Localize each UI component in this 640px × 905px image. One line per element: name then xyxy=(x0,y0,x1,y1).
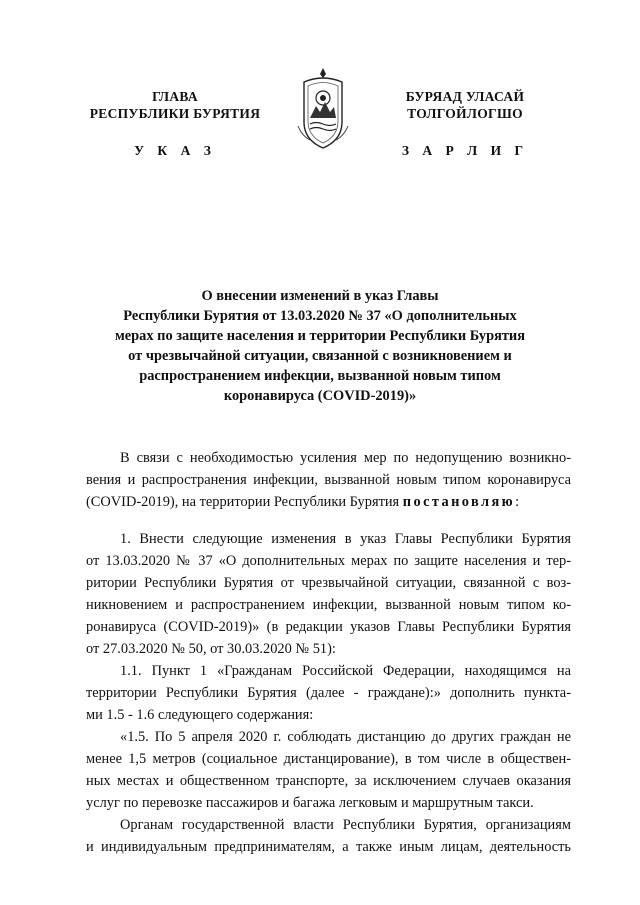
item-1-5-line: ных местах и общественном транспорте, за исключением случаев оказания xyxy=(86,773,571,789)
title-line: мерах по защите населения и территории Республики Бурятия xyxy=(114,328,526,344)
item-1-line: 1. Внести следующие изменения в указ Главы Республики Бурятия xyxy=(120,531,571,547)
preamble-line: вения и распространения инфекции, вызванной новым типом коронавируса xyxy=(86,472,571,488)
authorities-paragraph-line: Органам государственной власти Республики Бурятия, организациям xyxy=(120,817,571,833)
header-right-kind: З А Р Л И Г xyxy=(401,143,529,158)
title-line: Республики Бурятия от 13.03.2020 № 37 «О дополнительных xyxy=(123,308,517,324)
header-left-line1: ГЛАВА xyxy=(152,89,198,104)
title-line: от чрезвычайной ситуации, связанной с возникновением и xyxy=(128,348,512,364)
item-1-5-line: менее 1,5 метров (социальное дистанцирование), в том числе в обществен- xyxy=(86,751,571,767)
header-right-block xyxy=(370,88,560,159)
item-1-line: от 27.03.2020 № 50, от 30.03.2020 № 51): xyxy=(86,641,336,657)
title-line: О внесении изменений в указ Главы xyxy=(201,288,439,304)
header-right-line2: ТОЛГОЙЛОГШО xyxy=(407,106,523,121)
item-1-5-line: «1.5. По 5 апреля 2020 г. соблюдать дистанцию до других граждан не xyxy=(120,729,571,745)
item-1-line: от 13.03.2020 № 37 «О дополнительных мерах по защите населения и тер- xyxy=(86,553,571,569)
item-1-1-line: 1.1. Пункт 1 «Гражданам Российской Федерации, находящимся на xyxy=(120,663,571,679)
item-1-5-line: услуг по перевозке пассажиров и багажа легковым и маршрутным такси. xyxy=(86,795,534,811)
header-left-line2: РЕСПУБЛИКИ БУРЯТИЯ xyxy=(89,106,261,121)
coat-of-arms-emblem xyxy=(296,66,350,152)
item-1-line: ронавируса (COVID-2019)» (в редакции указов Главы Республики Бурятия xyxy=(86,619,571,635)
item-1-1-line: территории Республики Бурятия (далее - граждане):» дополнить пункта- xyxy=(86,685,571,701)
header-left-kind: У К А З xyxy=(134,143,216,158)
preamble-text: (COVID-2019), на территории Республики Бурятия xyxy=(86,494,403,510)
authorities-paragraph-line: и индивидуальным предпринимателям, а также иным лицам, деятельность xyxy=(86,839,571,855)
header-left-block xyxy=(80,88,270,159)
preamble-line: В связи с необходимостью усиления мер по недопущению возникно- xyxy=(120,450,571,466)
resolve-word: постановляю xyxy=(402,494,516,510)
item-1-line: никновением и распространением инфекции, вызванной новым типом ко- xyxy=(86,597,571,613)
title-line: распространением инфекции, вызванной новым типом xyxy=(139,368,501,384)
preamble-line xyxy=(86,491,571,513)
title-line: коронавируса (COVID-2019)» xyxy=(223,388,417,404)
header-right-line1: БУРЯАД УЛАСАЙ xyxy=(405,89,525,104)
item-1-line: ритории Республики Бурятия от чрезвычайной ситуации, связанной с воз- xyxy=(86,575,571,591)
decree-title xyxy=(90,286,550,406)
item-1-1-line: ми 1.5 - 1.6 следующего содержания: xyxy=(86,707,314,723)
preamble-colon: : xyxy=(515,494,520,510)
